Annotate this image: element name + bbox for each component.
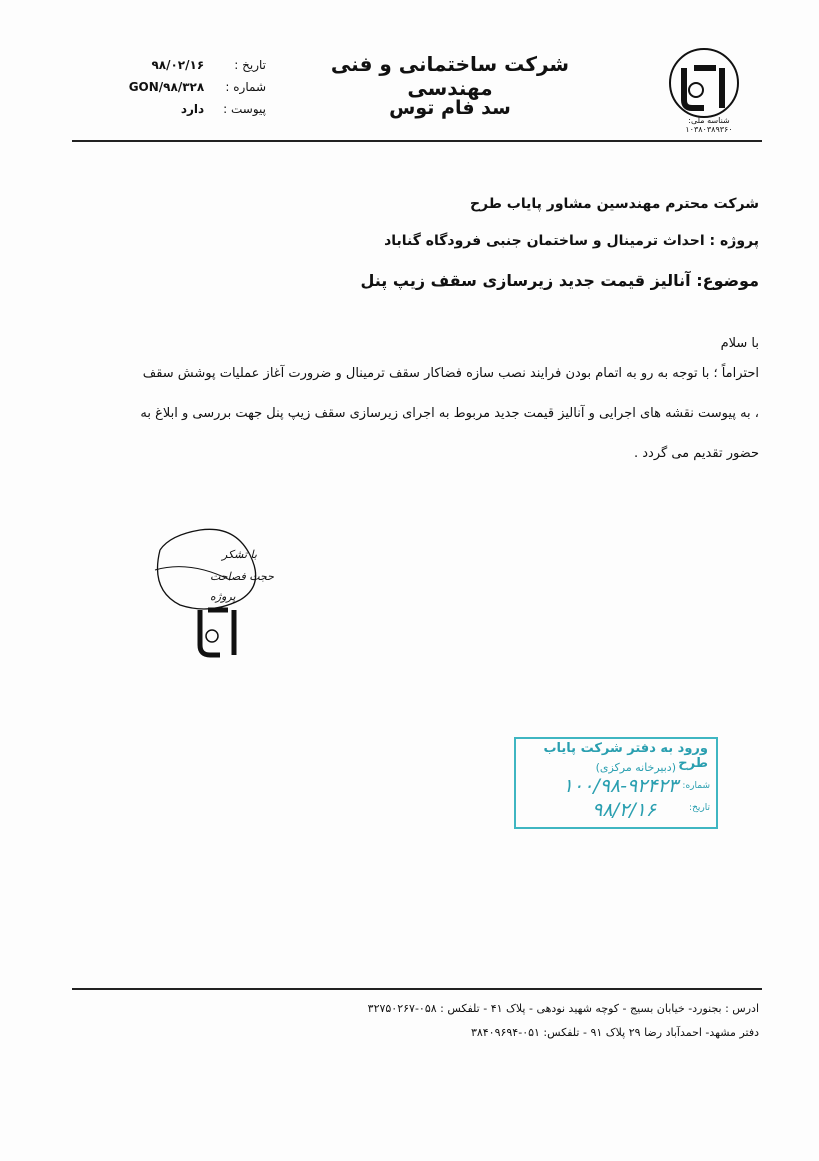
greeting: با سلام bbox=[720, 336, 759, 351]
signature-thanks: با تشکر bbox=[222, 548, 257, 561]
footer-divider bbox=[72, 988, 762, 990]
date-row bbox=[96, 58, 266, 72]
stamp-number-value: ۱۰۰/۹۸-۹۲۴۲۳ bbox=[562, 775, 678, 797]
header-divider bbox=[72, 140, 762, 142]
signature-name: حجت فصاحت bbox=[210, 570, 274, 583]
stamp-subtitle: (دبیرخانه مرکزی) bbox=[595, 761, 676, 774]
date-value: ۹۸/۰۲/۱۶ bbox=[151, 58, 205, 72]
date-label: تاریخ : bbox=[234, 58, 266, 72]
number-row bbox=[96, 80, 266, 94]
signature-role: پروژه bbox=[210, 590, 236, 603]
paragraph-line-1: احتراماً ؛ با توجه به رو به اتمام بودن فرایند نصب سازه فضاکار سقف ترمینال و ضرورت آغاز عملیات پوشش سقف bbox=[142, 366, 759, 381]
footer-mashhad-office: دفتر مشهد- احمدآباد رضا ۲۹ پلاک ۹۱ - تلفکس: ۰۵۱-۳۸۴۰۹۶۹۴ bbox=[470, 1026, 759, 1039]
received-stamp bbox=[514, 737, 718, 829]
attachment-label: پیوست : bbox=[223, 102, 266, 116]
attachment-value: دارد bbox=[180, 102, 205, 116]
addressee: شرکت محترم مهندسین مشاور پایاب طرح bbox=[469, 196, 759, 212]
stamp-date-value: ۹۸/۲/۱۶ bbox=[592, 799, 656, 821]
footer-address: ادرس : بجنورد- خیابان بسیج - کوچه شهید نودهی - پلاک ۴۱ - تلفکس : ۰۵۸-۳۲۷۵۰۲۶۷ bbox=[367, 1002, 759, 1015]
signature-block bbox=[140, 520, 280, 670]
paragraph-line-3: حضور تقدیم می گردد . bbox=[634, 446, 759, 461]
paragraph-line-2: ، به پیوست نقشه های اجرایی و آنالیز قیمت جدید مربوط به اجرای زیرسازی سقف زیپ پنل جهت بررسی و ابلاغ به bbox=[140, 406, 759, 421]
company-name: سد فام توس bbox=[389, 97, 511, 119]
number-label: شماره : bbox=[225, 80, 266, 94]
stamp-title: ورود به دفتر شرکت پایاب طرح bbox=[543, 741, 708, 771]
attachment-row bbox=[96, 102, 266, 116]
project-line: پروژه : احداث ترمینال و ساختمان جنبی فرودگاه گناباد bbox=[384, 233, 759, 249]
company-title: شرکت ساختمانی و فنی مهندسی bbox=[330, 52, 570, 100]
number-value: GON/۹۸/۳۲۸ bbox=[128, 80, 205, 94]
logo-registration: شناسه ملی: ۱۰۳۸۰۳۸۹۳۶۰ bbox=[685, 116, 733, 134]
stamp-date-label: تاریخ: bbox=[689, 803, 710, 813]
subject-line: موضوع: آنالیز قیمت جدید زیرسازی سقف زیپ پنل bbox=[360, 271, 759, 290]
stamp-number-label: شماره: bbox=[682, 781, 710, 791]
